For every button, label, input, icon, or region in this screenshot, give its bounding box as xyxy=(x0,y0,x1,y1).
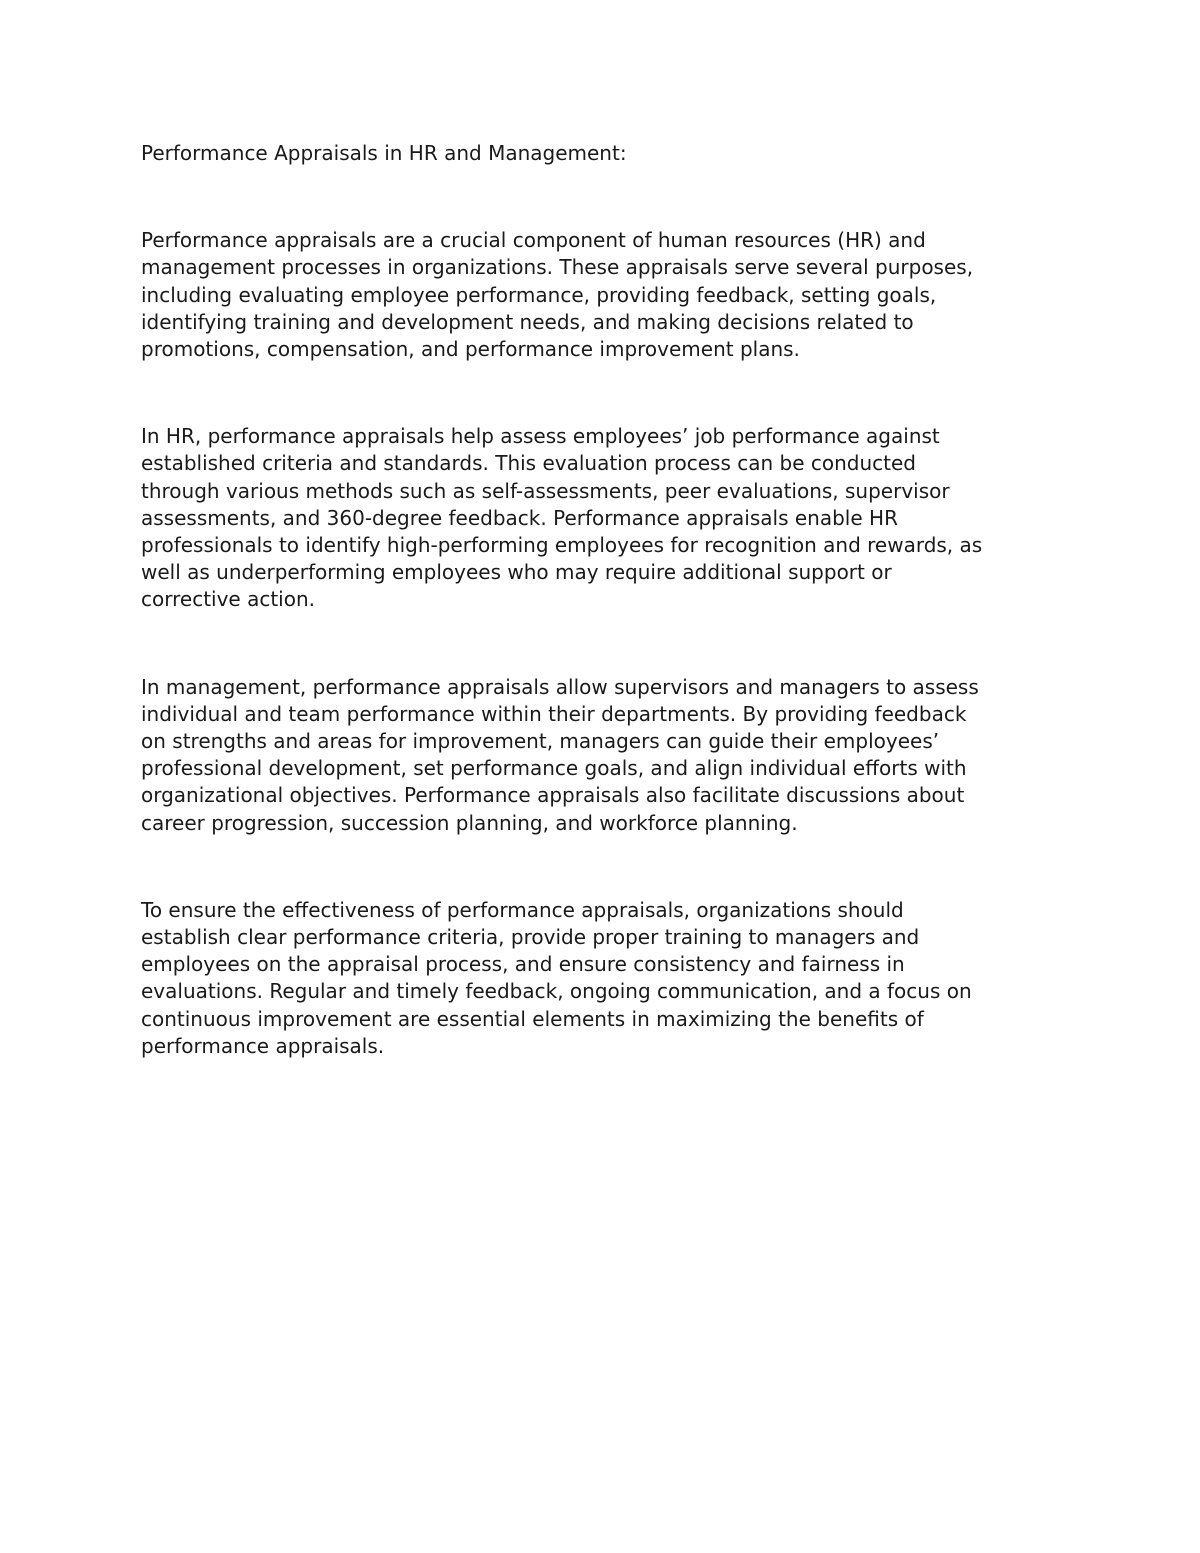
document-body xyxy=(141,140,1061,1120)
paragraph-management-role: In management, performance appraisals allow supervisors and managers to assess individual and team performance within their departments. By providing feedback on strengths and areas for improvement, managers can guide their employees’ professional development, set performance goals, and align individual efforts with organizational objectives. Performance appraisals also facilitate discussions about career progression, succession planning, and workforce planning. xyxy=(141,674,979,835)
document-title: Performance Appraisals in HR and Management: xyxy=(141,141,627,165)
paragraph-hr-role: In HR, performance appraisals help assess employees’ job performance against established criteria and standards. This evaluation process can be conducted through various methods such as self-assessments, peer evaluations, supervisor assessments, and 360-degree feedback. Performance appraisals enable HR professionals to identify high-performing employees for recognition and rewards, as well as underperforming employees who may require additional support or corrective action. xyxy=(141,424,983,612)
paragraph-hr-overview: Performance appraisals are a crucial component of human resources (HR) and management processes in organizations. These appraisals serve several purposes, including evaluating employee performance, providing feedback, setting goals, identifying training and development needs, and making decisions related to promotions, compensation, and performance improvement plans. xyxy=(141,228,974,362)
paragraph-effectiveness: To ensure the effectiveness of performance appraisals, organizations should establish clear performance criteria, provide proper training to managers and employees on the appraisal process, and ensure consistency and fairness in evaluations. Regular and timely feedback, ongoing communication, and a focus on continuous improvement are essential elements in maximizing the benefits of performance appraisals. xyxy=(141,897,972,1058)
